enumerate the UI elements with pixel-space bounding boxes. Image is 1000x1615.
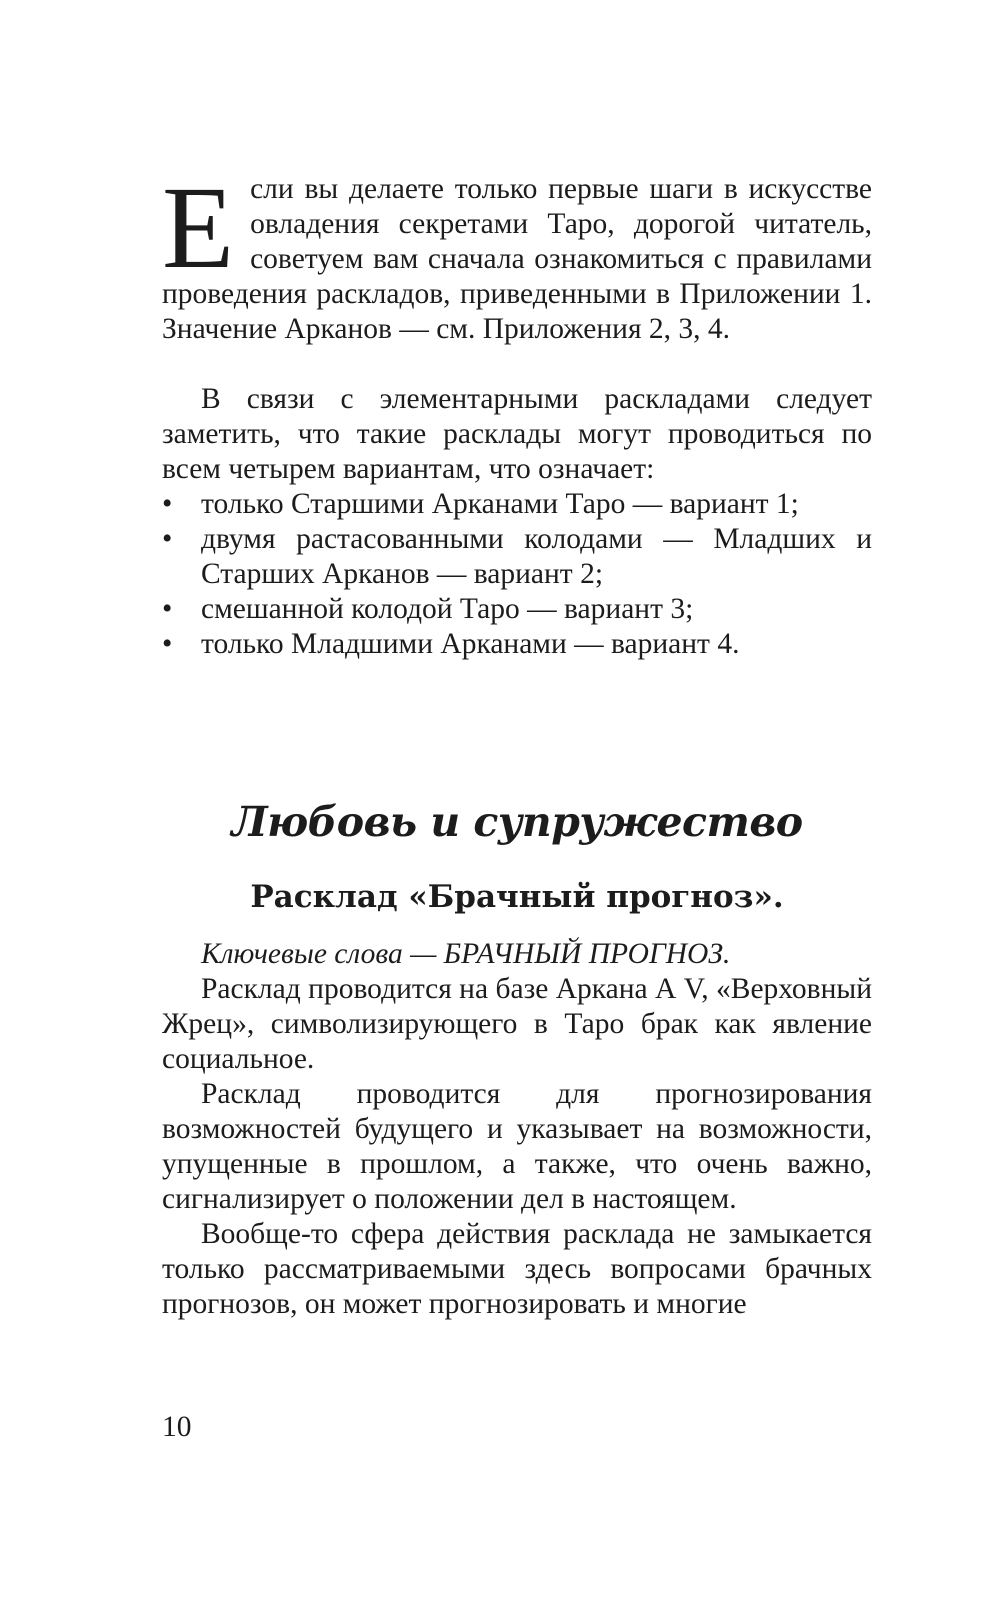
variants-list (162, 487, 872, 662)
subsection-title: Расклад «Брачный прогноз». (250, 879, 784, 915)
section-title: Любовь и супружество (231, 798, 803, 846)
intro-text: сли вы делаете только первые шаги в искусстве овладения секретами Таро, дорогой читатель, советуем вам сначала ознакомиться с правилами проведения раскладов, приведенными в Приложении 1. Значение Арканов — см. Приложения 2, 3, 4. (162, 173, 872, 345)
keywords-line: Ключевые слова — БРАЧНЫЙ ПРОГНОЗ. (201, 938, 731, 970)
body-paragraph: Вообще-то сфера действия расклада не замыкается только рассматриваемыми здесь вопросами брачных прогнозов, он может прогнозировать и многие (162, 1218, 872, 1320)
list-item: • только Младшими Арканами — вариант 4. (162, 628, 740, 660)
body-paragraph: Расклад проводится для прогнозирования возможностей будущего и указывает на возможности, упущенные в прошлом, а также, что очень важно, сигнализирует о положении дел в настоящем. (162, 1078, 872, 1215)
bullet-icon: • (162, 523, 173, 555)
bullet-icon: • (162, 593, 173, 625)
page-number: 10 (162, 1411, 192, 1443)
list-item: • смешанной колодой Таро — вариант 3; (162, 593, 694, 625)
page-content (162, 162, 872, 1322)
bullet-icon: • (162, 488, 173, 520)
intro-paragraph (162, 162, 872, 347)
drop-cap: Е (162, 162, 235, 293)
paragraph-variants: В связи с элементарными раскладами следует заметить, что такие расклады могут проводиться по всем четырем вариантам, что означает: (162, 383, 872, 485)
list-item: • двумя растасованными колодами — Младших и Старших Арканов — вариант 2; (162, 523, 872, 590)
list-item: • только Старшими Арканами Таро — вариант 1; (162, 488, 799, 520)
bullet-icon: • (162, 628, 173, 660)
body-paragraph: Расклад проводится на базе Аркана А V, «Верховный Жрец», символизирующего в Таро брак как явление социальное. (162, 973, 872, 1075)
